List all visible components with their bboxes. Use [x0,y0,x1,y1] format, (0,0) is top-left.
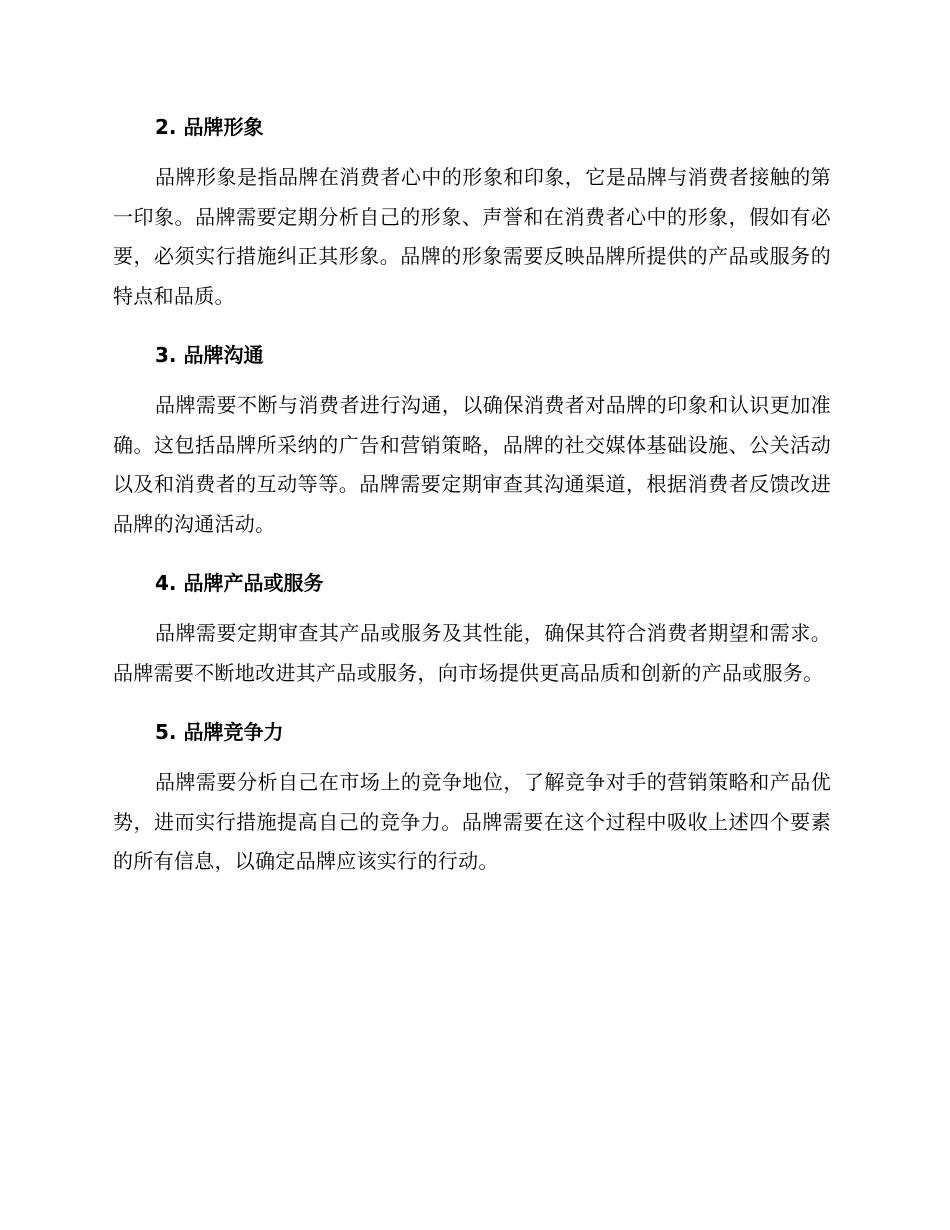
document-page [113,108,831,902]
section-heading: 3. 品牌沟通 [155,343,264,367]
section-paragraph: 品牌形象是指品牌在消费者心中的形象和印象，它是品牌与消费者接触的第一印象。品牌需要定期分析自己的形象、声誉和在消费者心中的形象，假如有必要，必须实行措施纠正其形象。品牌的形象需要反映品牌所提供的产品或服务的特点和品质。 [113,165,831,308]
section-heading: 2. 品牌形象 [155,115,264,139]
section-paragraph: 品牌需要不断与消费者进行沟通，以确保消费者对品牌的印象和认识更加准确。这包括品牌所采纳的广告和营销策略，品牌的社交媒体基础设施、公关活动以及和消费者的互动等等。品牌需要定期审查其沟通渠道，根据消费者反馈改进品牌的沟通活动。 [113,393,831,536]
section-brand-communication [113,336,831,544]
section-heading: 4. 品牌产品或服务 [155,571,324,595]
section-heading: 5. 品牌竞争力 [155,720,284,744]
section-brand-image [113,108,831,316]
section-brand-competitiveness [113,713,831,882]
section-paragraph: 品牌需要分析自己在市场上的竞争地位，了解竞争对手的营销策略和产品优势，进而实行措施提高自己的竞争力。品牌需要在这个过程中吸收上述四个要素的所有信息，以确定品牌应该实行的行动。 [113,770,831,873]
section-brand-products [113,564,831,693]
section-paragraph: 品牌需要定期审查其产品或服务及其性能，确保其符合消费者期望和需求。品牌需要不断地改进其产品或服务，向市场提供更高品质和创新的产品或服务。 [113,621,831,685]
